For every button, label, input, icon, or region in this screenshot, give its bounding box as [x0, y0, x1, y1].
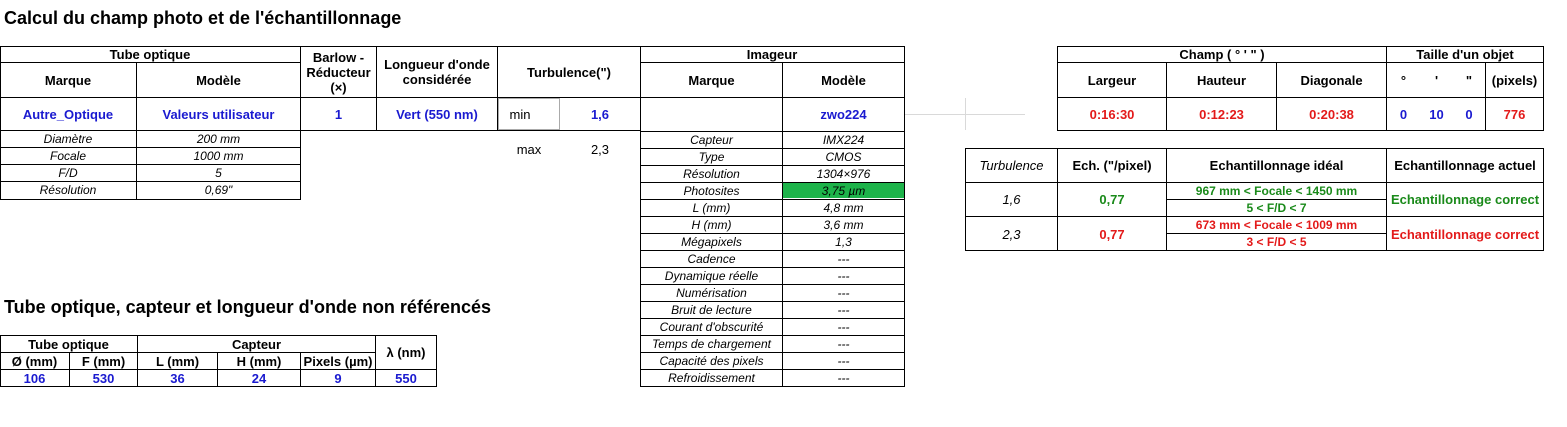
imageur-spec-value: ---	[837, 370, 850, 385]
champ-largeur-value: 0:16:30	[1089, 107, 1135, 122]
optique-spec-value: 200 mm	[196, 131, 241, 146]
imageur-spec-label: Courant d'obscurité	[659, 319, 764, 334]
imageur-modele-header: Modèle	[821, 72, 866, 88]
ech-row-fd-range: 5 < F/D < 7	[1246, 200, 1307, 215]
optique-group-header: Tube optique	[109, 47, 191, 62]
ech-value-header: Ech. ("/pixel)	[1072, 158, 1152, 173]
imageur-spec-label: Capacité des pixels	[659, 353, 764, 368]
onde-select[interactable]: Vert (550 nm)	[396, 107, 478, 122]
optique-marque-header: Marque	[44, 72, 92, 88]
ech-row-fd-range: 3 < F/D < 5	[1246, 234, 1307, 249]
optique-spec-value: 1000 mm	[193, 148, 244, 163]
custom-lambda-header: λ (nm)	[386, 345, 426, 360]
ech-row-actuel: Echantillonnage correct	[1390, 226, 1540, 242]
imageur-spec-value: ---	[837, 353, 850, 368]
imageur-marque-header: Marque	[688, 72, 735, 88]
imageur-marque-select[interactable]	[641, 98, 782, 131]
imageur-spec-label: Bruit de lecture	[671, 302, 752, 317]
imageur-spec-value: 1304×976	[816, 166, 871, 181]
custom-h-header: H (mm)	[236, 353, 282, 369]
objet-px-header: (pixels)	[1491, 72, 1538, 88]
champ-largeur-header: Largeur	[1087, 72, 1137, 88]
imageur-spec-value: ---	[837, 285, 850, 300]
objet-sec-header: "	[1465, 72, 1473, 88]
custom-focale-header: F (mm)	[81, 353, 126, 369]
optique-modele-select[interactable]: Valeurs utilisateur	[162, 107, 275, 122]
custom-capteur-group: Capteur	[231, 336, 282, 352]
turbulence-header: Turbulence(")	[527, 64, 611, 80]
ech-row-value: 0,77	[1099, 192, 1125, 207]
custom-diam-header: Ø (mm)	[11, 353, 58, 369]
ech-turbulence-header: Turbulence	[979, 158, 1044, 173]
imageur-spec-value: 1,3	[835, 234, 852, 249]
custom-pix-header: Pixels (µm)	[303, 353, 373, 369]
optique-modele-header: Modèle	[196, 72, 241, 88]
custom-h-input[interactable]: 24	[251, 370, 267, 386]
imageur-spec-label: Type	[698, 149, 725, 164]
ech-row-focale-range: 967 mm < Focale < 1450 mm	[1195, 183, 1358, 198]
imageur-spec-label: Résolution	[683, 166, 740, 181]
turbulence-min-label: min	[509, 106, 531, 122]
turbulence-max-label: max	[516, 142, 542, 157]
objet-deg-header: °	[1400, 72, 1407, 88]
imageur-spec-value: ---	[837, 251, 850, 266]
optique-spec-label: Diamètre	[43, 131, 93, 146]
objet-min-input[interactable]: 10	[1429, 107, 1444, 122]
champ-hauteur-header: Hauteur	[1196, 72, 1247, 88]
imageur-spec-label: Photosites	[683, 183, 740, 198]
imageur-spec-label: Numérisation	[676, 285, 747, 300]
optique-spec-label: Focale	[49, 148, 87, 163]
imageur-spec-label: Cadence	[687, 251, 736, 266]
imageur-spec-value: IMX224	[822, 132, 865, 147]
imageur-spec-value: ---	[837, 268, 850, 283]
imageur-spec-value: ---	[837, 336, 850, 351]
ech-ideal-header: Echantillonnage idéal	[1209, 158, 1344, 173]
objet-min-header: '	[1434, 72, 1439, 88]
champ-diagonale-value: 0:20:38	[1309, 107, 1354, 122]
barlow-header: Barlow - Réducteur (×)	[306, 49, 371, 95]
optique-spec-label: F/D	[58, 165, 78, 180]
ech-row-value: 0,77	[1099, 226, 1125, 242]
imageur-spec-value: 4,8 mm	[823, 200, 864, 215]
imageur-spec-label: L (mm)	[692, 200, 731, 215]
imageur-modele-select[interactable]: zwo224	[820, 107, 867, 122]
imageur-spec-value: ---	[837, 319, 850, 334]
ech-row-turbulence: 2,3	[1002, 226, 1021, 242]
optique-marque-select[interactable]: Autre_Optique	[22, 107, 114, 122]
custom-lambda-input[interactable]: 550	[395, 370, 417, 386]
onde-header: Longueur d'onde considérée	[384, 57, 490, 87]
ech-row-turbulence: 1,6	[1002, 192, 1021, 207]
ech-row-actuel: Echantillonnage correct	[1390, 192, 1540, 207]
objet-px-value: 776	[1503, 107, 1526, 122]
imageur-spec-value: 3,6 mm	[823, 217, 864, 232]
custom-tube-group: Tube optique	[28, 336, 109, 352]
cell-cursor-line	[965, 98, 966, 130]
imageur-spec-label: Refroidissement	[668, 370, 755, 385]
barlow-input[interactable]: 1	[334, 107, 343, 122]
optique-spec-value: 0,69"	[204, 183, 233, 197]
imageur-spec-label: Mégapixels	[681, 234, 742, 249]
optique-spec-label: Résolution	[39, 183, 97, 197]
imageur-spec-value: CMOS	[825, 149, 862, 164]
ech-actuel-header: Echantillonnage actuel	[1394, 158, 1536, 173]
optique-spec-value: 5	[215, 165, 222, 180]
objet-group-header: Taille d'un objet	[1416, 47, 1514, 62]
ech-row-focale-range: 673 mm < Focale < 1009 mm	[1195, 217, 1358, 232]
imageur-spec-label: Dynamique réelle	[664, 268, 759, 283]
custom-pix-input[interactable]: 9	[334, 370, 342, 386]
imageur-group-header: Imageur	[746, 47, 798, 62]
imageur-spec-value: 3,75 µm	[821, 183, 866, 198]
imageur-spec-value: ---	[837, 302, 850, 317]
champ-hauteur-value: 0:12:23	[1199, 107, 1244, 122]
champ-diagonale-header: Diagonale	[1300, 72, 1363, 88]
objet-deg-input[interactable]: 0	[1399, 107, 1408, 122]
custom-l-input[interactable]: 36	[170, 370, 185, 386]
objet-sec-input[interactable]: 0	[1465, 107, 1473, 122]
turbulence-max-value: 2,3	[590, 142, 610, 157]
imageur-spec-label: Temps de chargement	[652, 336, 771, 351]
section-title-custom: Tube optique, capteur et longueur d'onde non référencés	[4, 297, 491, 317]
imageur-spec-label: H (mm)	[691, 217, 732, 232]
page-title: Calcul du champ photo et de l'échantillonnage	[4, 8, 402, 28]
custom-focale-input[interactable]: 530	[92, 370, 115, 386]
custom-diam-input[interactable]: 106	[23, 370, 46, 386]
turbulence-min-input[interactable]: 1,6	[590, 107, 610, 122]
imageur-spec-label: Capteur	[690, 132, 733, 147]
custom-l-header: L (mm)	[155, 353, 200, 369]
champ-group-header: Champ ( ° ' " )	[1179, 47, 1265, 62]
